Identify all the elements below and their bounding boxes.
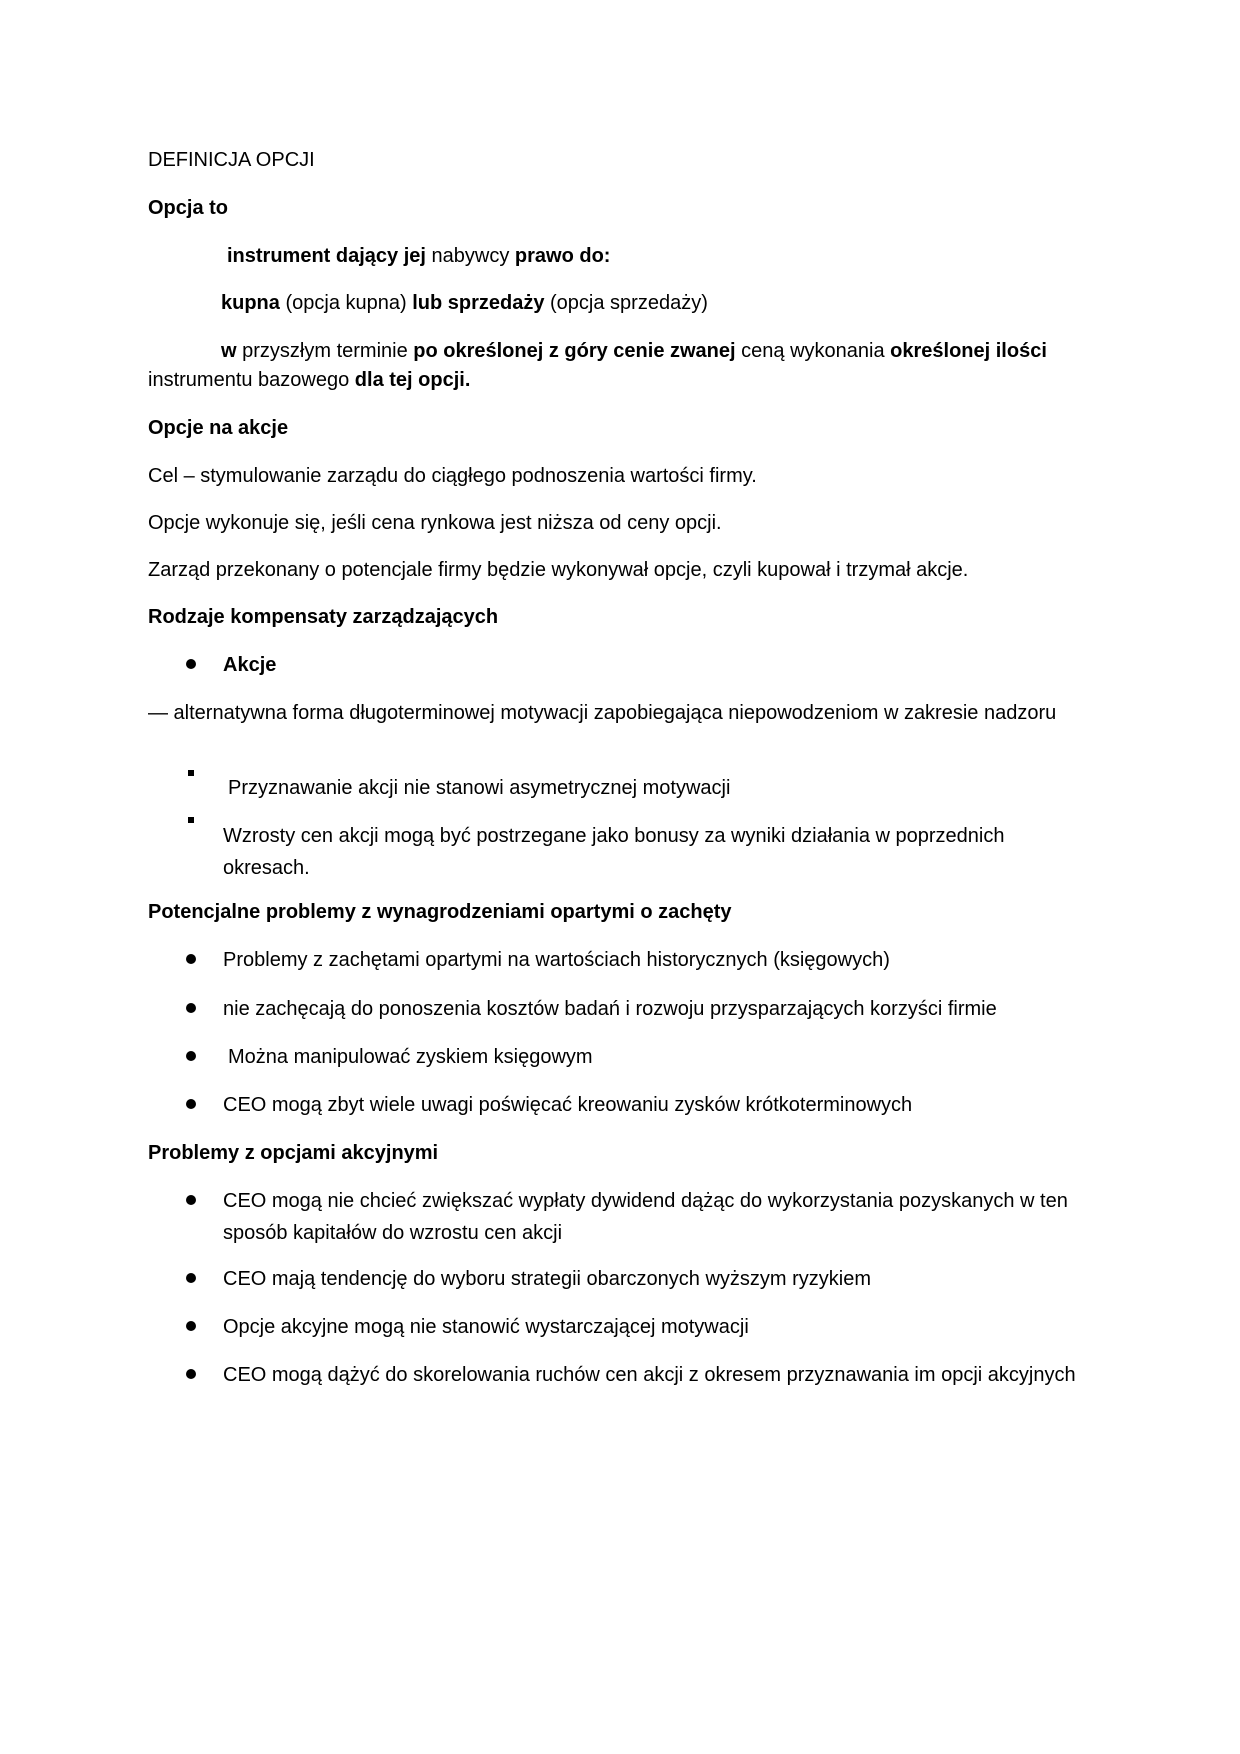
options-paragraph-2: Opcje wykonuje się, jeśli cena rynkowa jest niższa od ceny opcji.: [148, 512, 722, 534]
square-bullet: [188, 817, 194, 823]
incentive-problems-title: Potencjalne problemy z wynagrodzeniami opartymi o zachęty: [148, 901, 732, 923]
bullet-dot: [186, 1003, 196, 1013]
intro-line-2: kupna (opcja kupna) lub sprzedaży (opcja sprzedaży): [221, 292, 708, 314]
options-paragraph-1: Cel – stymulowanie zarządu do ciągłego podnoszenia wartości firmy.: [148, 465, 757, 487]
bullet-dot: [186, 1099, 196, 1109]
document-heading: DEFINICJA OPCJI: [148, 149, 315, 171]
compensation-description: — alternatywna forma długoterminowej motywacji zapobiegająca niepowodzeniom w zakresie nadzoru: [148, 702, 1057, 724]
bullet-dot: [186, 1369, 196, 1379]
intro-line-1: instrument dający jej nabywcy prawo do:: [227, 245, 611, 267]
stock-option-problem-item: CEO mogą dążyć do skorelowania ruchów cen akcji z okresem przyznawania im opcji akcyjnych: [223, 1364, 1076, 1386]
square-bullet: [188, 770, 194, 776]
incentive-problem-item: Problemy z zachętami opartymi na wartościach historycznych (księgowych): [223, 949, 890, 971]
stock-option-problem-item: CEO mogą nie chcieć zwiększać wypłaty dywidend dążąc do wykorzystania pozyskanych w ten sposób kapitałów do wzrostu cen akcji: [223, 1190, 1068, 1244]
options-paragraph-3: Zarząd przekonany o potencjale firmy będzie wykonywał opcje, czyli kupował i trzymał akcje.: [148, 559, 969, 581]
compensation-sub-item: Przyznawanie akcji nie stanowi asymetrycznej motywacji: [228, 777, 731, 799]
stock-option-problem-item: Opcje akcyjne mogą nie stanowić wystarczającej motywacji: [223, 1316, 749, 1338]
compensation-bullet: Akcje: [223, 654, 277, 676]
stock-option-problem-item: CEO mają tendencję do wyboru strategii obarczonych wyższym ryzykiem: [223, 1268, 872, 1290]
bullet-dot: [186, 1051, 196, 1061]
intro-line-3-cont: instrumentu bazowego dla tej opcji.: [148, 369, 471, 391]
bullet-dot: [186, 659, 196, 669]
compensation-title: Rodzaje kompensaty zarządzających: [148, 606, 499, 628]
intro-line-3: w przyszłym terminie po określonej z góry cenie zwanej ceną wykonania określonej ilości: [221, 340, 1047, 362]
stock-option-problems-title: Problemy z opcjami akcyjnymi: [148, 1142, 439, 1164]
incentive-problem-item: CEO mogą zbyt wiele uwagi poświęcać kreowaniu zysków krótkoterminowych: [223, 1094, 913, 1116]
bullet-dot: [186, 1195, 196, 1205]
bullet-dot: [186, 954, 196, 964]
options-on-shares-title: Opcje na akcje: [148, 417, 289, 439]
bullet-dot: [186, 1321, 196, 1331]
incentive-problem-item: Można manipulować zyskiem księgowym: [228, 1046, 593, 1068]
incentive-problem-item: nie zachęcają do ponoszenia kosztów badań i rozwoju przysparzających korzyści firmie: [223, 998, 997, 1020]
compensation-sub-item: Wzrosty cen akcji mogą być postrzegane jako bonusy za wyniki działania w poprzednich okresach.: [223, 825, 1005, 879]
bullet-dot: [186, 1273, 196, 1283]
intro-title: Opcja to: [148, 197, 229, 219]
